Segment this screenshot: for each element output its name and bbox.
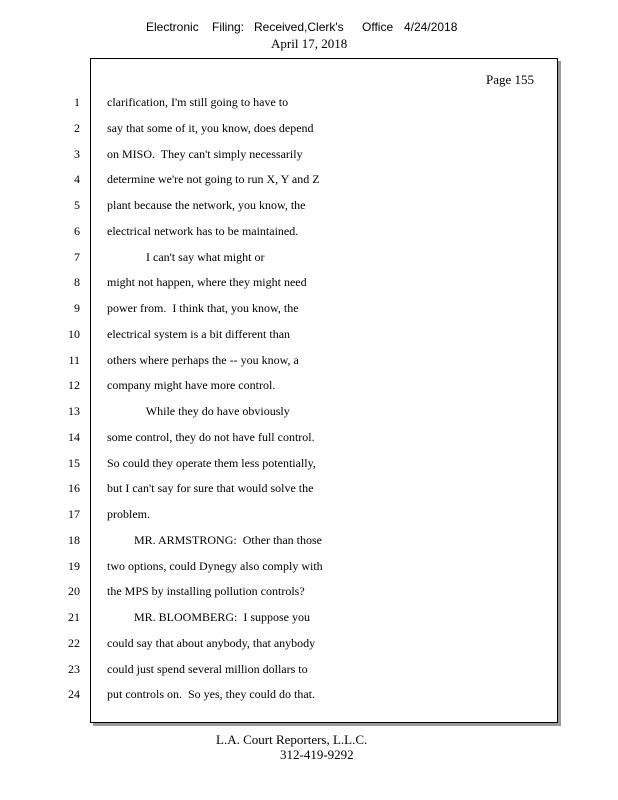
transcript-line: [0, 169, 560, 189]
filing-stamp-date: 4/24/2018: [404, 20, 458, 34]
transcript-line: [0, 556, 560, 576]
line-text: I can't say what might or: [107, 249, 265, 264]
line-text: the MPS by installing pollution controls?: [107, 584, 305, 599]
line-number: 3: [74, 146, 80, 161]
line-text: but I can't say for sure that would solve the: [107, 481, 314, 496]
line-text: on MISO. They can't simply necessarily: [107, 146, 303, 161]
line-text: could say that about anybody, that anybody: [107, 635, 316, 650]
transcript-line: [0, 375, 560, 395]
line-text: MR. BLOOMBERG: I suppose you: [107, 610, 311, 624]
transcript-line: [0, 144, 560, 164]
hearing-date: April 17, 2018: [271, 36, 348, 51]
line-text: put controls on. So yes, they could do that.: [107, 687, 315, 702]
transcript-line: [0, 247, 560, 267]
transcript-line: [0, 504, 560, 524]
line-text: determine we're not going to run X, Y and Z: [107, 172, 320, 187]
line-number: 7: [74, 249, 80, 264]
line-number: 5: [74, 198, 80, 212]
line-text: could just spend several million dollars to: [107, 661, 308, 676]
line-number: 22: [68, 635, 80, 650]
line-number: 12: [68, 378, 80, 393]
line-number: 23: [68, 661, 80, 676]
transcript-line: [0, 401, 560, 421]
transcript-line: [0, 607, 560, 627]
filing-stamp-received: Received,Clerk's: [254, 20, 344, 34]
line-number: 1: [74, 95, 80, 109]
transcript-line: [0, 92, 560, 112]
filing-stamp-filing: Filing:: [212, 20, 245, 34]
line-number: 21: [68, 610, 80, 624]
transcript-line: [0, 195, 560, 215]
transcript-line: [0, 324, 560, 344]
line-text: might not happen, where they might need: [107, 275, 307, 290]
line-number: 4: [74, 172, 80, 187]
filing-stamp-office: Office: [362, 20, 394, 34]
transcript-line: [0, 350, 560, 370]
filing-stamp-electronic: Electronic: [146, 20, 199, 34]
transcript-line: [0, 530, 560, 550]
line-number: 18: [68, 532, 80, 547]
line-number: 6: [74, 223, 80, 238]
line-text: problem.: [107, 507, 150, 521]
line-number: 11: [68, 352, 80, 367]
line-number: 19: [68, 558, 80, 573]
line-text: MR. ARMSTRONG: Other than those: [107, 532, 323, 547]
transcript-line: [0, 272, 560, 292]
line-number: 17: [68, 507, 80, 521]
transcript-line: [0, 478, 560, 498]
line-number: 14: [68, 429, 80, 444]
line-number: 8: [74, 275, 80, 290]
line-text: company might have more control.: [107, 378, 276, 393]
line-number: 9: [74, 301, 80, 315]
line-number: 10: [68, 326, 80, 341]
line-number: 16: [68, 481, 80, 496]
line-number: 24: [68, 687, 80, 702]
line-text: plant because the network, you know, the: [107, 198, 306, 212]
line-number: 20: [68, 584, 80, 599]
transcript-line: [0, 453, 560, 473]
line-text: electrical system is a bit different than: [107, 326, 291, 341]
line-number: 2: [74, 120, 80, 135]
line-text: others where perhaps the -- you know, a: [107, 352, 299, 367]
line-text: two options, could Dynegy also comply with: [107, 558, 323, 573]
line-text: clarification, I'm still going to have to: [107, 95, 289, 109]
line-text: say that some of it, you know, does depend: [107, 120, 314, 135]
line-text: electrical network has to be maintained.: [107, 223, 299, 238]
line-text: So could they operate them less potentially,: [107, 455, 316, 470]
transcript-line: [0, 221, 560, 241]
line-number: 13: [68, 404, 80, 418]
transcript-line: [0, 118, 560, 138]
transcript-line: [0, 633, 560, 653]
line-number: 15: [68, 455, 80, 470]
footer-phone: 312-419-9292: [280, 747, 354, 762]
footer-company: L.A. Court Reporters, L.L.C.: [216, 732, 368, 747]
transcript-line: [0, 684, 560, 704]
line-text: some control, they do not have full control.: [107, 429, 315, 444]
page-number: Page 155: [485, 72, 534, 87]
transcript-line: [0, 659, 560, 679]
line-text: power from. I think that, you know, the: [107, 301, 299, 315]
transcript-line: [0, 298, 560, 318]
transcript-line: [0, 581, 560, 601]
transcript-line: [0, 427, 560, 447]
line-text: While they do have obviously: [107, 404, 290, 418]
